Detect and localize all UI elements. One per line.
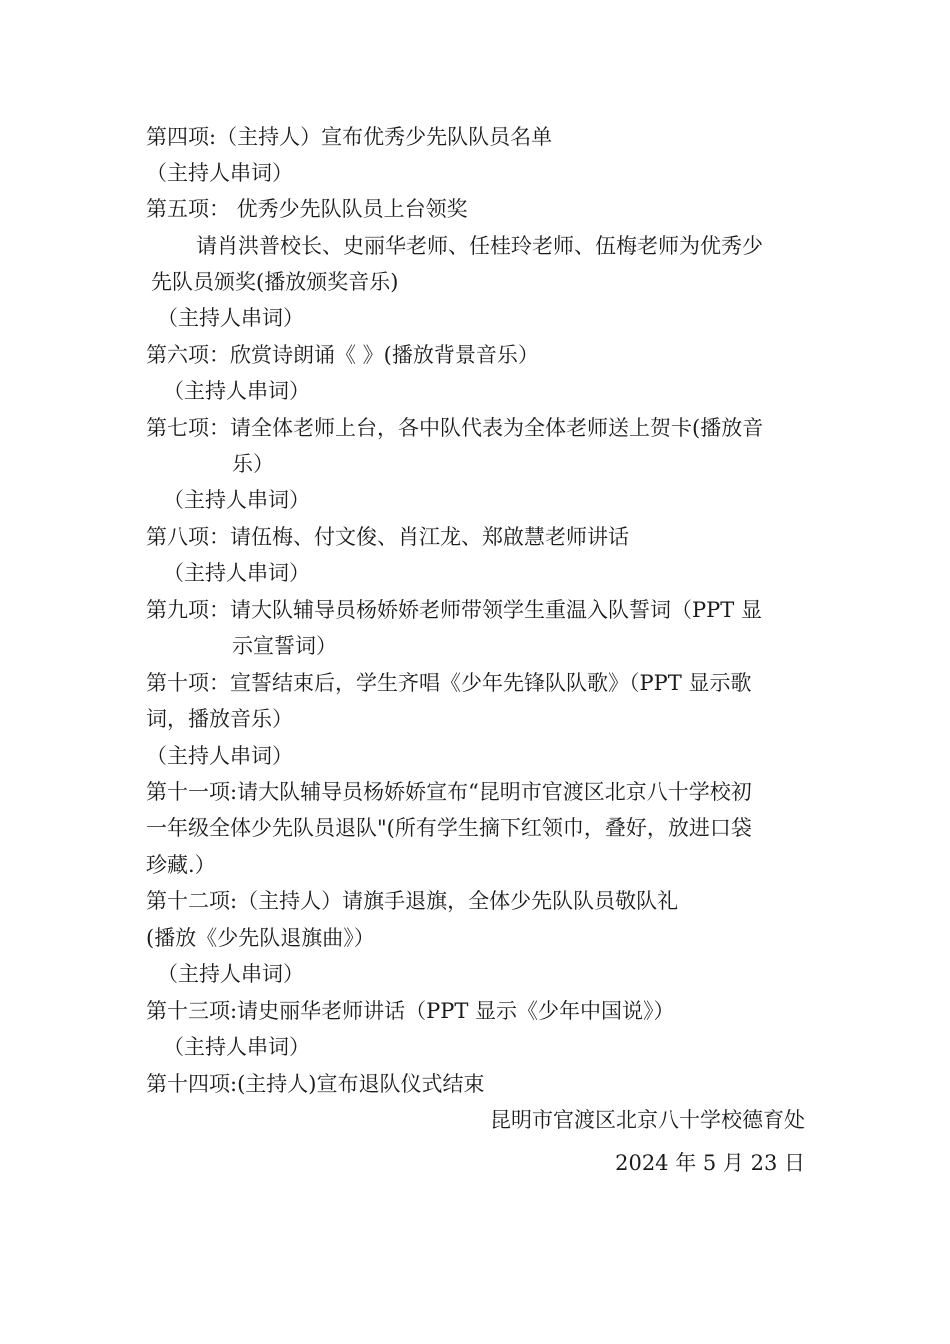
item-9-line-1: 第九项：请大队辅导员杨娇娇老师带领学生重温入队誓词（PPT 显 xyxy=(146,598,762,622)
item-12-line-1: 第十二项:（主持人）请旗手退旗，全体少先队队员敬队礼 xyxy=(146,889,679,913)
item-6-title: 第六项：欣赏诗朗诵《 》(播放背景音乐） xyxy=(146,343,539,367)
host-script-line: （主持人串词） xyxy=(146,744,293,768)
item-11-line-3: 珍藏.） xyxy=(146,853,216,877)
host-script-line: （主持人串词） xyxy=(163,488,310,512)
item-14-title: 第十四项:(主持人)宣布退队仪式结束 xyxy=(146,1072,485,1096)
item-10-line-2: 词，播放音乐） xyxy=(146,707,293,731)
signature-organization: 昆明市官渡区北京八十学校德育处 xyxy=(490,1108,805,1132)
item-4-title: 第四项:（主持人）宣布优秀少先队队员名单 xyxy=(146,125,553,149)
host-script-line: （主持人串词） xyxy=(146,161,293,185)
item-11-line-2: 一年级全体少先队员退队"(所有学生摘下红领巾，叠好，放进口袋 xyxy=(146,816,752,840)
host-script-line: （主持人串词） xyxy=(157,306,304,330)
item-8-title: 第八项：请伍梅、付文俊、肖江龙、郑啟慧老师讲话 xyxy=(146,525,629,549)
item-9-line-2: 示宣誓词） xyxy=(232,634,337,658)
item-5-detail-line-2: 先队员颁奖(播放颁奖音乐) xyxy=(151,270,399,294)
signature-date: 2024 年 5 月 23 日 xyxy=(615,1151,805,1175)
host-script-line: （主持人串词） xyxy=(163,379,310,403)
item-5-title: 第五项： 优秀少先队队员上台领奖 xyxy=(146,197,468,221)
item-10-line-1: 第十项：宣誓结束后，学生齐唱《少年先锋队队歌》（PPT 显示歌 xyxy=(146,671,752,695)
item-11-line-1: 第十一项:请大队辅导员杨娇娇宣布“昆明市官渡区北京八十学校初 xyxy=(146,780,752,804)
item-12-line-2: (播放《少先队退旗曲》） xyxy=(146,926,375,950)
item-7-line-2: 乐） xyxy=(232,452,274,476)
item-13-title: 第十三项:请史丽华老师讲话（PPT 显示《少年中国说》） xyxy=(146,999,675,1023)
host-script-line: （主持人串词） xyxy=(157,962,304,986)
item-5-detail-line-1: 请肖洪普校长、史丽华老师、任桂玲老师、伍梅老师为优秀少 xyxy=(196,234,763,258)
host-script-line: （主持人串词） xyxy=(163,561,310,585)
item-7-line-1: 第七项：请全体老师上台，各中队代表为全体老师送上贺卡(播放音 xyxy=(146,416,764,440)
host-script-line: （主持人串词） xyxy=(163,1035,310,1059)
